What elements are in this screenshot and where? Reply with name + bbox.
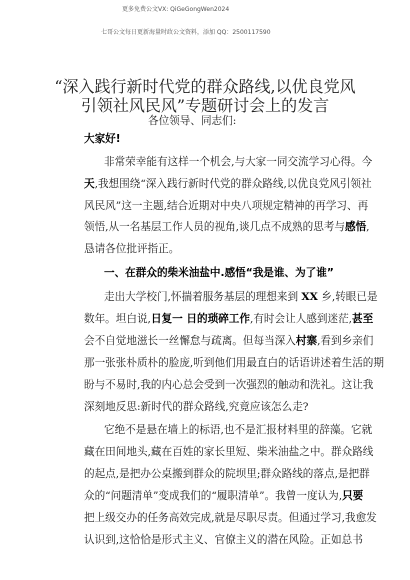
header-note-2: 七哥公文每日更新海量时政公文资料，添加 QQ：2500117590 xyxy=(101,29,271,36)
document-title-line-1: “深入践行新时代党的群众路线,以优良党风 xyxy=(54,77,356,96)
greeting: 大家好! xyxy=(84,133,121,145)
para2-line-6 xyxy=(84,535,363,546)
text-run: 数年。坦白说, xyxy=(84,313,151,325)
para1-line-2 xyxy=(84,314,373,325)
text-run: 感悟“我是谁、为了谁” xyxy=(224,267,334,279)
text-run-bold: 村寨 xyxy=(295,335,318,347)
header-note-1: 更多免费公文VX: QiGeGongWen2024 xyxy=(122,6,230,13)
text-run-bold: 只要 xyxy=(342,490,364,502)
text-run: , xyxy=(366,221,370,233)
para2-line-1 xyxy=(104,425,372,436)
text-run: 藏在田间地头,藏在百姓的家长里短、柴米油盐之中。群众路线 xyxy=(84,446,374,458)
text-run: 乡,转眼已是 xyxy=(317,291,378,303)
text-run: 盼与不易时,我的内心总会受到一次强烈的触动和洗礼。这让我 xyxy=(84,379,374,391)
salutation: 各位领导、同志们: xyxy=(148,115,237,127)
text-run-bold: 感悟 xyxy=(344,221,367,233)
para2-line-2 xyxy=(84,447,373,458)
intro-line-1 xyxy=(104,157,372,168)
text-run: 恳请各位批评指正。 xyxy=(84,243,180,255)
text-run: 一、在群众的柴米油盐中 xyxy=(104,267,221,279)
text-run: 领悟,从一名基层工作人员的视角,谈几点不成熟的思考与 xyxy=(84,221,345,233)
text-run: . xyxy=(220,267,225,279)
text-run: 众的“问题清单”变成我们的“履职清单”。我曾一度认为, xyxy=(84,490,343,502)
para1-line-1 xyxy=(104,292,378,303)
intro-line-4 xyxy=(84,222,370,233)
text-run: 走出大学校门,怀揣着服务基层的理想来到 xyxy=(104,291,302,303)
text-run: 会不自觉地滋长一丝懈怠与疏离。但每当深入 xyxy=(84,335,296,347)
para1-line-3 xyxy=(84,336,373,347)
text-run: 把上级交办的任务高效完成,就是尽职尽责。但通过学习,我愈发 xyxy=(84,512,377,524)
text-run: 它绝不是悬在墙上的标语,也不是汇报材料里的辞藻。它就 xyxy=(104,424,373,436)
text-run: 认识到,这恰恰是形式主义、官僚主义的潜在风险。正如总书 xyxy=(84,534,363,546)
text-run: 的起点,是把办公桌搬到群众的院坝里;群众路线的落点,是把群 xyxy=(84,468,370,480)
text-run: 风民风”这一主题,结合近期对中央八项规定精神的再学习、再 xyxy=(84,200,369,212)
intro-line-2 xyxy=(84,179,372,190)
text-run-bold: 日复一 日的琐碎工作 xyxy=(150,313,250,325)
text-run: ,我想围绕“深入践行新时代党的群众路线,以优良党风引领社 xyxy=(94,178,372,190)
para2-line-3 xyxy=(84,469,370,480)
para2-line-4 xyxy=(84,491,363,502)
para1-line-5 xyxy=(84,380,373,391)
text-run-bold: 天 xyxy=(84,178,95,190)
text-run: ,看到乡亲们 xyxy=(317,335,374,347)
para1-line-6 xyxy=(84,402,309,413)
text-run: 深刻地反思:新时代的群众路线,究竟应该怎么走? xyxy=(84,401,309,413)
text-run: ,有时会让人感到迷茫, xyxy=(249,313,353,325)
intro-line-5 xyxy=(84,244,179,255)
para2-line-5 xyxy=(84,513,377,524)
intro-line-3 xyxy=(84,201,368,212)
section-heading-1 xyxy=(104,268,334,279)
para1-line-4 xyxy=(84,358,384,369)
text-run: 那一张张朴质朴的脸庞,听到他们用最直白的话语讲述着生活的期 xyxy=(84,357,384,369)
text-run: 非常荣幸能有这样一个机会,与大家一同交流学习心得。今 xyxy=(104,156,373,168)
document-title-line-2: 引领社风民风”专题研讨会上的发言 xyxy=(80,96,330,115)
text-run-bold: XX xyxy=(301,291,318,303)
text-run-bold: 甚至 xyxy=(352,313,374,325)
